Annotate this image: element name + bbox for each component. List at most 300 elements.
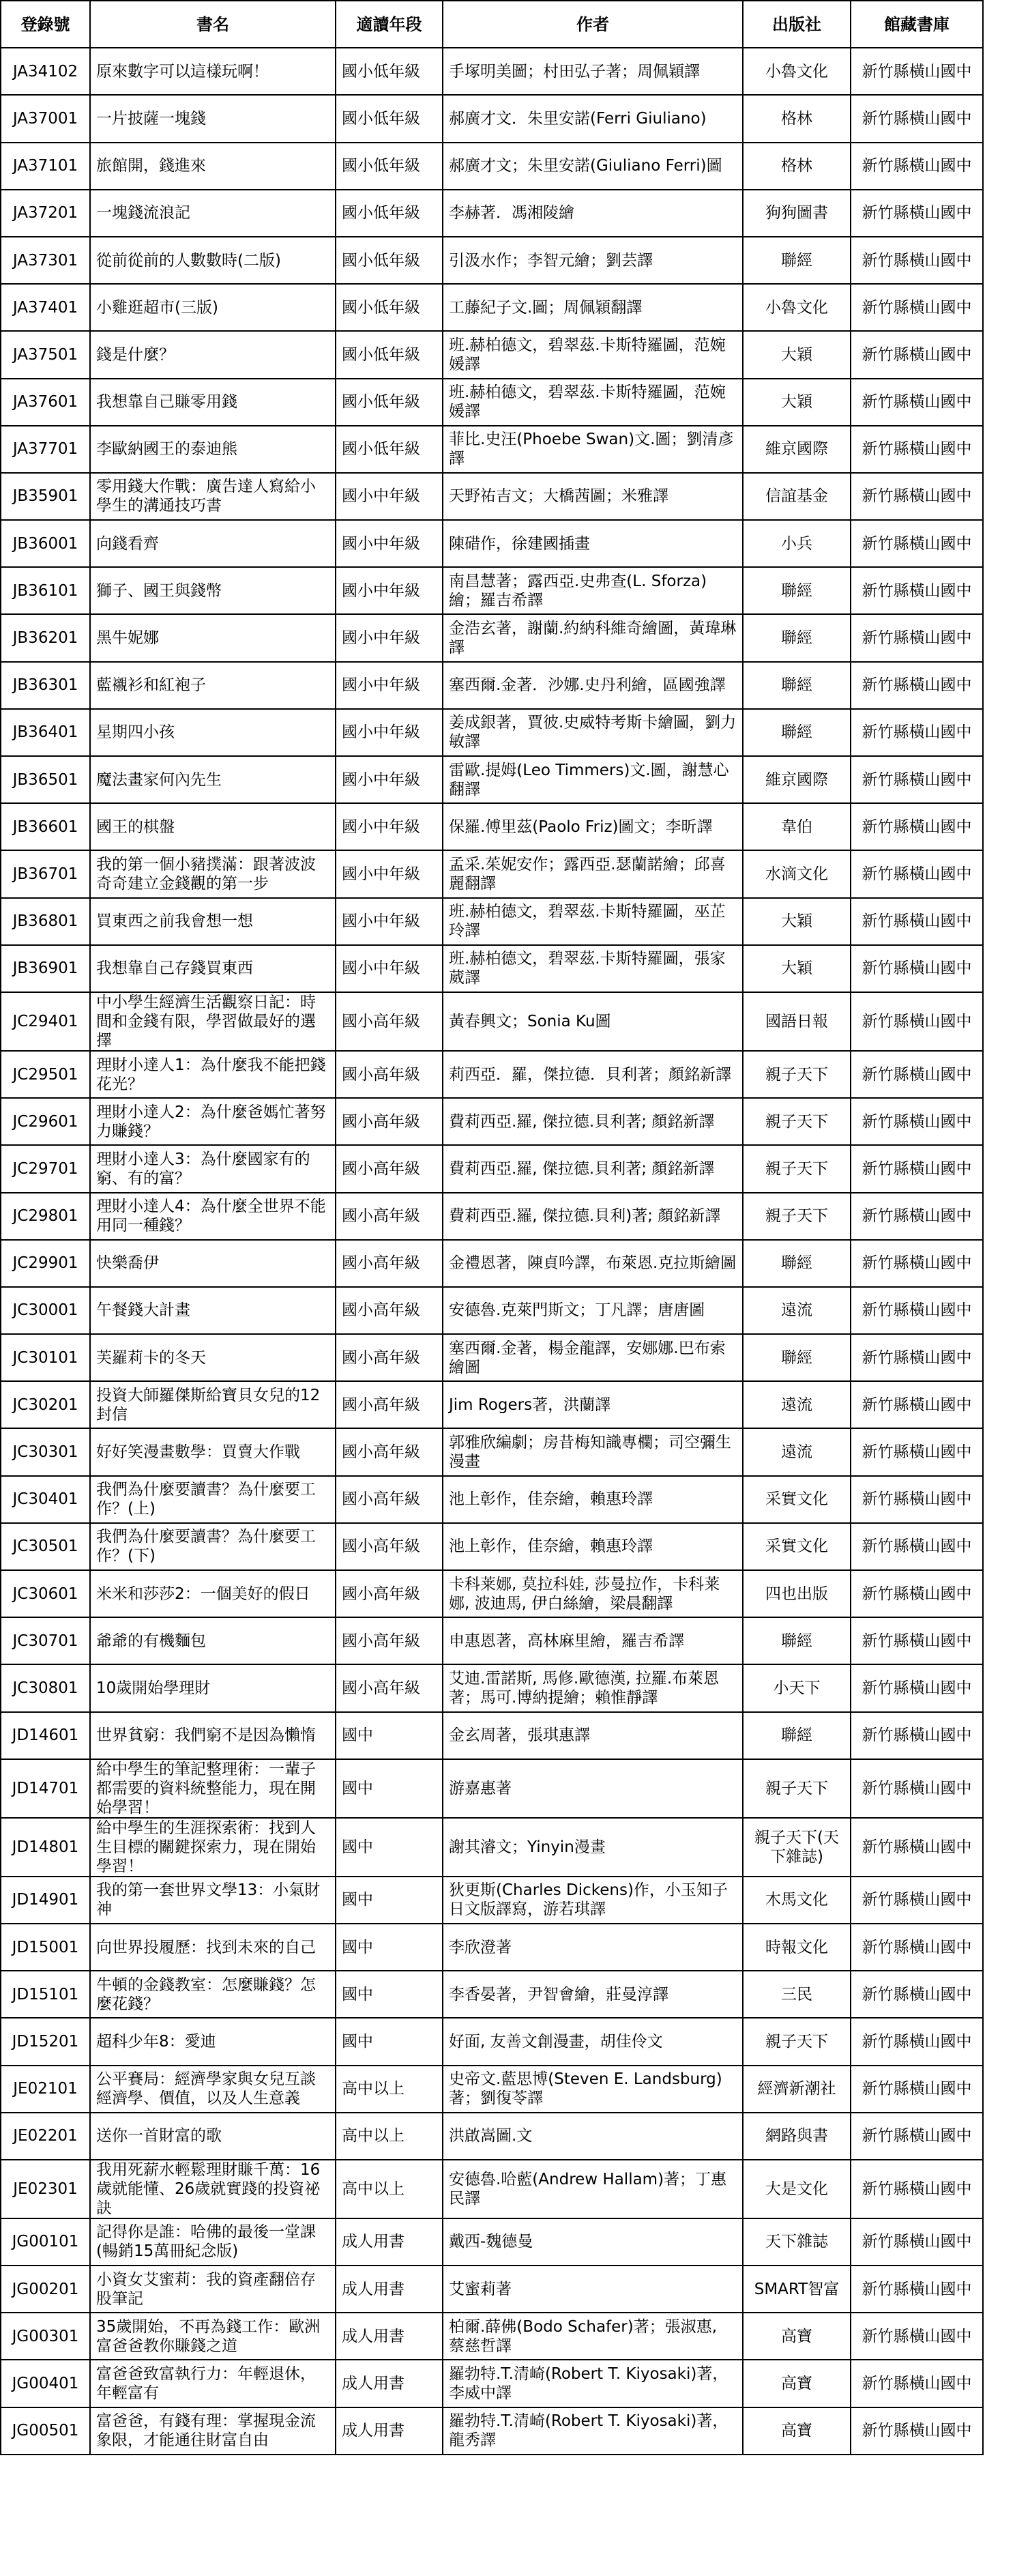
title-cell: 給中學生的生涯探索術：找到人生目標的關鍵探索力，現在開始學習！ — [90, 1818, 336, 1877]
author-cell: 郝廣才文；朱里安諾(Giuliano Ferri)圖 — [443, 143, 743, 190]
author-cell: 南昌慧著；露西亞.史弗查(L. Sforza)繪；羅吉希譯 — [443, 567, 743, 614]
reading-level-cell: 高中以上 — [336, 2066, 443, 2113]
registration-no-cell: JC29701 — [1, 1145, 90, 1192]
publisher-cell: 親子天下 — [743, 1098, 851, 1145]
title-cell: 我的第一套世界文學13：小氣財神 — [90, 1877, 336, 1924]
publisher-cell: 遠流 — [743, 1287, 851, 1334]
title-cell: 投資大師羅傑斯給寶貝女兒的12封信 — [90, 1381, 336, 1428]
table-row — [1, 614, 983, 661]
publisher-cell: 小天下 — [743, 1664, 851, 1711]
publisher-cell: 網路與書 — [743, 2113, 851, 2160]
author-cell: 班.赫柏德文，碧翠茲.卡斯特羅圖，張家葳譯 — [443, 945, 743, 992]
author-cell: 塞西爾.金著．沙娜.史丹利繪，區國強譯 — [443, 662, 743, 709]
registration-no-cell: JG00501 — [1, 2407, 90, 2455]
registration-no-cell: JC30701 — [1, 1617, 90, 1664]
registration-no-cell: JA37101 — [1, 143, 90, 190]
library-cell: 新竹縣橫山國中 — [851, 1570, 983, 1617]
header-title: 書名 — [90, 1, 336, 48]
reading-level-cell: 國小高年級 — [336, 1051, 443, 1098]
title-cell: 向世界投履歷：找到未來的自己 — [90, 1924, 336, 1971]
library-cell: 新竹縣橫山國中 — [851, 1476, 983, 1523]
table-row — [1, 1924, 983, 1971]
author-cell: 卡科莱娜, 莫拉科娃, 莎曼拉作，卡科莱娜, 波迪馬, 伊白絲繪，梁晨翻譯 — [443, 1570, 743, 1617]
author-cell: 引汲水作；李智元繪；劉芸譯 — [443, 237, 743, 284]
registration-no-cell: JA34102 — [1, 48, 90, 95]
publisher-cell: 大穎 — [743, 379, 851, 426]
library-cell: 新竹縣橫山國中 — [851, 945, 983, 992]
registration-no-cell: JA37701 — [1, 426, 90, 473]
library-cell: 新竹縣橫山國中 — [851, 2313, 983, 2360]
registration-no-cell: JC29501 — [1, 1051, 90, 1098]
reading-level-cell: 國小高年級 — [336, 1523, 443, 1570]
title-cell: 我的第一個小豬撲滿：跟著波波奇奇建立金錢觀的第一步 — [90, 850, 336, 897]
title-cell: 我們為什麼要讀書？為什麼要工作？(上) — [90, 1476, 336, 1523]
publisher-cell: 遠流 — [743, 1428, 851, 1475]
library-cell: 新竹縣橫山國中 — [851, 567, 983, 614]
title-cell: 超科少年8：愛迪 — [90, 2018, 336, 2065]
table-body — [1, 48, 983, 2455]
registration-no-cell: JB36501 — [1, 756, 90, 803]
table-row — [1, 1240, 983, 1287]
table-row — [1, 850, 983, 897]
library-cell: 新竹縣橫山國中 — [851, 48, 983, 95]
registration-no-cell: JC29401 — [1, 992, 90, 1051]
reading-level-cell: 成人用書 — [336, 2407, 443, 2455]
title-cell: 芙羅莉卡的冬天 — [90, 1334, 336, 1381]
library-cell: 新竹縣橫山國中 — [851, 2360, 983, 2407]
publisher-cell: 四也出版 — [743, 1570, 851, 1617]
reading-level-cell: 國小中年級 — [336, 520, 443, 567]
table-row — [1, 1523, 983, 1570]
publisher-cell: 聯經 — [743, 662, 851, 709]
author-cell: 陳碏作，徐建國插畫 — [443, 520, 743, 567]
library-cell: 新竹縣橫山國中 — [851, 1098, 983, 1145]
title-cell: 理財小達人2：為什麼爸媽忙著努力賺錢？ — [90, 1098, 336, 1145]
library-cell: 新竹縣橫山國中 — [851, 898, 983, 945]
header-publisher: 出版社 — [743, 1, 851, 48]
reading-level-cell: 國小高年級 — [336, 1098, 443, 1145]
publisher-cell: 親子天下 — [743, 1759, 851, 1818]
table-row — [1, 1145, 983, 1192]
table-row — [1, 143, 983, 190]
library-cell: 新竹縣橫山國中 — [851, 1381, 983, 1428]
author-cell: 艾迪.雷諾斯, 馬修.歐德漢, 拉羅.布萊恩著；馬可.博納提繪；賴惟靜譯 — [443, 1664, 743, 1711]
publisher-cell: 大穎 — [743, 331, 851, 378]
reading-level-cell: 國小高年級 — [336, 1476, 443, 1523]
publisher-cell: 遠流 — [743, 1381, 851, 1428]
publisher-cell: 采實文化 — [743, 1476, 851, 1523]
reading-level-cell: 成人用書 — [336, 2313, 443, 2360]
reading-level-cell: 國小中年級 — [336, 614, 443, 661]
author-cell: 費莉西亞.羅, 傑拉德.貝利)著; 顏銘新譯 — [443, 1193, 743, 1240]
author-cell: 菲比.史汪(Phoebe Swan)文.圖；劉清彥譯 — [443, 426, 743, 473]
registration-no-cell: JG00201 — [1, 2266, 90, 2313]
library-cell: 新竹縣橫山國中 — [851, 2160, 983, 2218]
registration-no-cell: JC30301 — [1, 1428, 90, 1475]
title-cell: 理財小達人4：為什麼全世界不能用同一種錢？ — [90, 1193, 336, 1240]
registration-no-cell: JB36901 — [1, 945, 90, 992]
reading-level-cell: 國中 — [336, 1877, 443, 1924]
title-cell: 我想靠自己存錢買東西 — [90, 945, 336, 992]
reading-level-cell: 國小低年級 — [336, 48, 443, 95]
reading-level-cell: 國小中年級 — [336, 945, 443, 992]
title-cell: 35歲開始，不再為錢工作：歐洲富爸爸教你賺錢之道 — [90, 2313, 336, 2360]
title-cell: 一塊錢流浪記 — [90, 190, 336, 237]
publisher-cell: 采實文化 — [743, 1523, 851, 1570]
author-cell: 姜成銀著，賈彼.史威特考斯卡繪圖，劉力敏譯 — [443, 709, 743, 756]
table-row — [1, 2018, 983, 2065]
author-cell: 史帝文.藍思博(Steven E. Landsburg)著；劉復苓譯 — [443, 2066, 743, 2113]
publisher-cell: SMART智富 — [743, 2266, 851, 2313]
reading-level-cell: 成人用書 — [336, 2360, 443, 2407]
reading-level-cell: 國小低年級 — [336, 331, 443, 378]
publisher-cell: 聯經 — [743, 709, 851, 756]
author-cell: 好面, 友善文創漫畫，胡佳伶文 — [443, 2018, 743, 2065]
library-cell: 新竹縣橫山國中 — [851, 2218, 983, 2266]
registration-no-cell: JD15201 — [1, 2018, 90, 2065]
title-cell: 給中學生的筆記整理術：一輩子都需要的資料統整能力，現在開始學習！ — [90, 1759, 336, 1818]
registration-no-cell: JG00101 — [1, 2218, 90, 2266]
library-cell: 新竹縣橫山國中 — [851, 143, 983, 190]
library-cell: 新竹縣橫山國中 — [851, 2066, 983, 2113]
registration-no-cell: JD14601 — [1, 1712, 90, 1759]
title-cell: 富爸爸，有錢有理：掌握現金流象限，才能通往財富自由 — [90, 2407, 336, 2455]
reading-level-cell: 國小高年級 — [336, 1617, 443, 1664]
reading-level-cell: 國小低年級 — [336, 143, 443, 190]
publisher-cell: 時報文化 — [743, 1924, 851, 1971]
table-row — [1, 2113, 983, 2160]
reading-level-cell: 國小中年級 — [336, 473, 443, 520]
publisher-cell: 木馬文化 — [743, 1877, 851, 1924]
publisher-cell: 天下雜誌 — [743, 2218, 851, 2266]
title-cell: 世界貧窮：我們窮不是因為懶惰 — [90, 1712, 336, 1759]
reading-level-cell: 國小中年級 — [336, 756, 443, 803]
registration-no-cell: JA37301 — [1, 237, 90, 284]
table-row — [1, 2218, 983, 2266]
author-cell: 工藤紀子文.圖；周佩穎翻譯 — [443, 284, 743, 331]
registration-no-cell: JC29801 — [1, 1193, 90, 1240]
title-cell: 理財小達人3：為什麼國家有的窮、有的富？ — [90, 1145, 336, 1192]
publisher-cell: 維京國際 — [743, 426, 851, 473]
table-row — [1, 1818, 983, 1877]
table-row — [1, 1287, 983, 1334]
author-cell: 金玄周著，張琪惠譯 — [443, 1712, 743, 1759]
library-cell: 新竹縣橫山國中 — [851, 756, 983, 803]
reading-level-cell: 高中以上 — [336, 2160, 443, 2218]
registration-no-cell: JA37401 — [1, 284, 90, 331]
table-row — [1, 1570, 983, 1617]
table-row — [1, 1334, 983, 1381]
library-cell: 新竹縣橫山國中 — [851, 1877, 983, 1924]
publisher-cell: 維京國際 — [743, 756, 851, 803]
registration-no-cell: JC30201 — [1, 1381, 90, 1428]
library-cell: 新竹縣橫山國中 — [851, 1924, 983, 1971]
library-cell: 新竹縣橫山國中 — [851, 1287, 983, 1334]
library-cell: 新竹縣橫山國中 — [851, 520, 983, 567]
title-cell: 公平賽局：經濟學家與女兒互談經濟學、價值，以及人生意義 — [90, 2066, 336, 2113]
reading-level-cell: 成人用書 — [336, 2218, 443, 2266]
library-cell: 新竹縣橫山國中 — [851, 1712, 983, 1759]
author-cell: 費莉西亞.羅, 傑拉德.貝利著; 顏銘新譯 — [443, 1098, 743, 1145]
author-cell: 羅勃特.T.清崎(Robert T. Kiyosaki)著，龍秀譯 — [443, 2407, 743, 2455]
publisher-cell: 高寶 — [743, 2407, 851, 2455]
table-row — [1, 95, 983, 142]
table-row — [1, 1664, 983, 1711]
publisher-cell: 三民 — [743, 1971, 851, 2018]
registration-no-cell: JA37601 — [1, 379, 90, 426]
table-row — [1, 1193, 983, 1240]
title-cell: 從前從前的人數數時(二版) — [90, 237, 336, 284]
registration-no-cell: JD15001 — [1, 1924, 90, 1971]
table-row — [1, 1712, 983, 1759]
title-cell: 中小學生經濟生活觀察日記：時間和金錢有限，學習做最好的選擇 — [90, 992, 336, 1051]
publisher-cell: 聯經 — [743, 1334, 851, 1381]
reading-level-cell: 國小高年級 — [336, 1145, 443, 1192]
library-cell: 新竹縣橫山國中 — [851, 850, 983, 897]
reading-level-cell: 國小低年級 — [336, 426, 443, 473]
author-cell: 天野祐吉文；大橋茜圖；米雅譯 — [443, 473, 743, 520]
library-cell: 新竹縣橫山國中 — [851, 1145, 983, 1192]
publisher-cell: 聯經 — [743, 1240, 851, 1287]
title-cell: 我想靠自己賺零用錢 — [90, 379, 336, 426]
publisher-cell: 信誼基金 — [743, 473, 851, 520]
publisher-cell: 格林 — [743, 95, 851, 142]
registration-no-cell: JA37501 — [1, 331, 90, 378]
author-cell: 李香晏著，尹智會繪，莊曼淳譯 — [443, 1971, 743, 2018]
publisher-cell: 狗狗圖書 — [743, 190, 851, 237]
author-cell: 莉西亞．羅，傑拉德．貝利著；顏銘新譯 — [443, 1051, 743, 1098]
author-cell: 安德魯.哈藍(Andrew Hallam)著；丁惠民譯 — [443, 2160, 743, 2218]
library-cell: 新竹縣橫山國中 — [851, 614, 983, 661]
title-cell: 小雞逛超市(三版) — [90, 284, 336, 331]
author-cell: 艾蜜莉著 — [443, 2266, 743, 2313]
table-row — [1, 992, 983, 1051]
reading-level-cell: 國小中年級 — [336, 898, 443, 945]
table-row — [1, 2407, 983, 2455]
library-cell: 新竹縣橫山國中 — [851, 95, 983, 142]
publisher-cell: 經濟新潮社 — [743, 2066, 851, 2113]
reading-level-cell: 國中 — [336, 1818, 443, 1877]
registration-no-cell: JB36001 — [1, 520, 90, 567]
title-cell: 我們為什麼要讀書？為什麼要工作？(下) — [90, 1523, 336, 1570]
table-row — [1, 1759, 983, 1818]
title-cell: 旅館開，錢進來 — [90, 143, 336, 190]
title-cell: 星期四小孩 — [90, 709, 336, 756]
table-row — [1, 379, 983, 426]
header-author: 作者 — [443, 1, 743, 48]
publisher-cell: 親子天下 — [743, 1193, 851, 1240]
registration-no-cell: JB36301 — [1, 662, 90, 709]
table-row — [1, 48, 983, 95]
title-cell: 藍襯衫和紅袍子 — [90, 662, 336, 709]
title-cell: 快樂喬伊 — [90, 1240, 336, 1287]
author-cell: 班.赫柏德文，碧翠茲.卡斯特羅圖，范婉媛譯 — [443, 331, 743, 378]
registration-no-cell: JB36401 — [1, 709, 90, 756]
table-row — [1, 1617, 983, 1664]
title-cell: 爺爺的有機麵包 — [90, 1617, 336, 1664]
author-cell: 池上彰作，佳奈繪，賴惠玲譯 — [443, 1476, 743, 1523]
title-cell: 米米和莎莎2：一個美好的假日 — [90, 1570, 336, 1617]
title-cell: 富爸爸致富執行力：年輕退休，年輕富有 — [90, 2360, 336, 2407]
table-row — [1, 473, 983, 520]
author-cell: 游嘉惠著 — [443, 1759, 743, 1818]
library-cell: 新竹縣橫山國中 — [851, 803, 983, 850]
header-registration-no: 登錄號 — [1, 1, 90, 48]
library-cell: 新竹縣橫山國中 — [851, 1818, 983, 1877]
reading-level-cell: 高中以上 — [336, 2113, 443, 2160]
reading-level-cell: 國中 — [336, 1924, 443, 1971]
author-cell: 郝廣才文．朱里安諾(Ferri Giuliano) — [443, 95, 743, 142]
registration-no-cell: JB36101 — [1, 567, 90, 614]
reading-level-cell: 國小高年級 — [336, 1240, 443, 1287]
registration-no-cell: JE02301 — [1, 2160, 90, 2218]
reading-level-cell: 國小中年級 — [336, 567, 443, 614]
reading-level-cell: 國小中年級 — [336, 709, 443, 756]
publisher-cell: 大穎 — [743, 898, 851, 945]
table-row — [1, 898, 983, 945]
reading-level-cell: 國中 — [336, 1712, 443, 1759]
title-cell: 向錢看齊 — [90, 520, 336, 567]
table-row — [1, 2360, 983, 2407]
author-cell: 李赫著．馮湘陵繪 — [443, 190, 743, 237]
title-cell: 10歲開始學理財 — [90, 1664, 336, 1711]
title-cell: 買東西之前我會想一想 — [90, 898, 336, 945]
publisher-cell: 高寶 — [743, 2313, 851, 2360]
publisher-cell: 聯經 — [743, 1617, 851, 1664]
header-reading-level: 適讀年段 — [336, 1, 443, 48]
library-cell: 新竹縣橫山國中 — [851, 2018, 983, 2065]
registration-no-cell: JE02101 — [1, 2066, 90, 2113]
publisher-cell: 聯經 — [743, 614, 851, 661]
title-cell: 牛頓的金錢教室：怎麼賺錢？怎麼花錢？ — [90, 1971, 336, 2018]
library-cell: 新竹縣橫山國中 — [851, 1971, 983, 2018]
library-cell: 新竹縣橫山國中 — [851, 1428, 983, 1475]
registration-no-cell: JC30001 — [1, 1287, 90, 1334]
library-cell: 新竹縣橫山國中 — [851, 237, 983, 284]
reading-level-cell: 國小高年級 — [336, 1570, 443, 1617]
author-cell: 班.赫柏德文，碧翠茲.卡斯特羅圖，巫芷玲譯 — [443, 898, 743, 945]
author-cell: 雷歐.提姆(Leo Timmers)文.圖，謝慧心翻譯 — [443, 756, 743, 803]
title-cell: 魔法畫家何內先生 — [90, 756, 336, 803]
author-cell: 費莉西亞.羅, 傑拉德.貝利著; 顏銘新譯 — [443, 1145, 743, 1192]
author-cell: 謝其濬文；Yinyin漫畫 — [443, 1818, 743, 1877]
reading-level-cell: 國小低年級 — [336, 95, 443, 142]
reading-level-cell: 國中 — [336, 2018, 443, 2065]
reading-level-cell: 國小低年級 — [336, 284, 443, 331]
reading-level-cell: 國小高年級 — [336, 1428, 443, 1475]
title-cell: 小資女艾蜜莉：我的資產翻倍存股筆記 — [90, 2266, 336, 2313]
reading-level-cell: 成人用書 — [336, 2266, 443, 2313]
registration-no-cell: JG00301 — [1, 2313, 90, 2360]
registration-no-cell: JE02201 — [1, 2113, 90, 2160]
title-cell: 我用死薪水輕鬆理財賺千萬：16歲就能懂、26歲就實踐的投資祕訣 — [90, 2160, 336, 2218]
library-cell: 新竹縣橫山國中 — [851, 662, 983, 709]
publisher-cell: 親子天下 — [743, 1051, 851, 1098]
author-cell: 柏爾.薛佛(Bodo Schafer)著；張淑惠, 蔡慈哲譯 — [443, 2313, 743, 2360]
reading-level-cell: 國小高年級 — [336, 1193, 443, 1240]
registration-no-cell: JD14701 — [1, 1759, 90, 1818]
publisher-cell: 大穎 — [743, 945, 851, 992]
publisher-cell: 小兵 — [743, 520, 851, 567]
title-cell: 好好笑漫畫數學：買賣大作戰 — [90, 1428, 336, 1475]
table-row — [1, 709, 983, 756]
table-row — [1, 331, 983, 378]
library-cell: 新竹縣橫山國中 — [851, 473, 983, 520]
publisher-cell: 親子天下 — [743, 1145, 851, 1192]
reading-level-cell: 國小高年級 — [336, 992, 443, 1051]
author-cell: 洪啟嵩圖.文 — [443, 2113, 743, 2160]
author-cell: 池上彰作，佳奈繪，賴惠玲譯 — [443, 1523, 743, 1570]
table-row — [1, 1381, 983, 1428]
author-cell: 班.赫柏德文，碧翠茲.卡斯特羅圖，范婉媛譯 — [443, 379, 743, 426]
reading-level-cell: 國中 — [336, 1971, 443, 2018]
title-cell: 記得你是誰：哈佛的最後一堂課(暢銷15萬冊紀念版) — [90, 2218, 336, 2266]
publisher-cell: 小魯文化 — [743, 284, 851, 331]
title-cell: 黑牛妮娜 — [90, 614, 336, 661]
publisher-cell: 大是文化 — [743, 2160, 851, 2218]
publisher-cell: 親子天下(天下雜誌) — [743, 1818, 851, 1877]
registration-no-cell: JC30101 — [1, 1334, 90, 1381]
library-cell: 新竹縣橫山國中 — [851, 2113, 983, 2160]
library-cell: 新竹縣橫山國中 — [851, 331, 983, 378]
author-cell: 保羅.傅里茲(Paolo Friz)圖文；李昕譯 — [443, 803, 743, 850]
publisher-cell: 聯經 — [743, 567, 851, 614]
publisher-cell: 格林 — [743, 143, 851, 190]
publisher-cell: 聯經 — [743, 237, 851, 284]
registration-no-cell: JB36701 — [1, 850, 90, 897]
publisher-cell: 韋伯 — [743, 803, 851, 850]
title-cell: 午餐錢大計畫 — [90, 1287, 336, 1334]
library-cell: 新竹縣橫山國中 — [851, 1193, 983, 1240]
title-cell: 原來數字可以這樣玩啊！ — [90, 48, 336, 95]
publisher-cell: 聯經 — [743, 1712, 851, 1759]
table-row — [1, 284, 983, 331]
publisher-cell: 高寶 — [743, 2360, 851, 2407]
library-cell: 新竹縣橫山國中 — [851, 379, 983, 426]
table-row — [1, 1971, 983, 2018]
table-row — [1, 1098, 983, 1145]
author-cell: 金浩玄著，謝蘭.約納科維奇繪圖，黃瑋琳譯 — [443, 614, 743, 661]
publisher-cell: 水滴文化 — [743, 850, 851, 897]
library-cell: 新竹縣橫山國中 — [851, 1334, 983, 1381]
library-cell: 新竹縣橫山國中 — [851, 426, 983, 473]
table-row — [1, 1877, 983, 1924]
reading-level-cell: 國小高年級 — [336, 1664, 443, 1711]
author-cell: 孟采.茱妮安作；露西亞.瑟蘭諾繪；邱喜麗翻譯 — [443, 850, 743, 897]
reading-level-cell: 國中 — [336, 1759, 443, 1818]
author-cell: 李欣澄著 — [443, 1924, 743, 1971]
library-cell: 新竹縣橫山國中 — [851, 190, 983, 237]
table-row — [1, 190, 983, 237]
registration-no-cell: JB36201 — [1, 614, 90, 661]
table-row — [1, 237, 983, 284]
title-cell: 理財小達人1：為什麼我不能把錢花光？ — [90, 1051, 336, 1098]
title-cell: 李歐納國王的泰迪熊 — [90, 426, 336, 473]
author-cell: 郭雅欣編劇；房昔梅知識專欄；司空彌生漫畫 — [443, 1428, 743, 1475]
registration-no-cell: JB36601 — [1, 803, 90, 850]
library-cell: 新竹縣橫山國中 — [851, 992, 983, 1051]
library-cell: 新竹縣橫山國中 — [851, 1523, 983, 1570]
reading-level-cell: 國小高年級 — [336, 1334, 443, 1381]
title-cell: 國王的棋盤 — [90, 803, 336, 850]
registration-no-cell: JA37001 — [1, 95, 90, 142]
registration-no-cell: JD14801 — [1, 1818, 90, 1877]
author-cell: 申惠恩著，高林麻里繪，羅吉希譯 — [443, 1617, 743, 1664]
header-row — [1, 1, 983, 48]
table-row — [1, 662, 983, 709]
library-cell: 新竹縣橫山國中 — [851, 1240, 983, 1287]
table-row — [1, 2266, 983, 2313]
